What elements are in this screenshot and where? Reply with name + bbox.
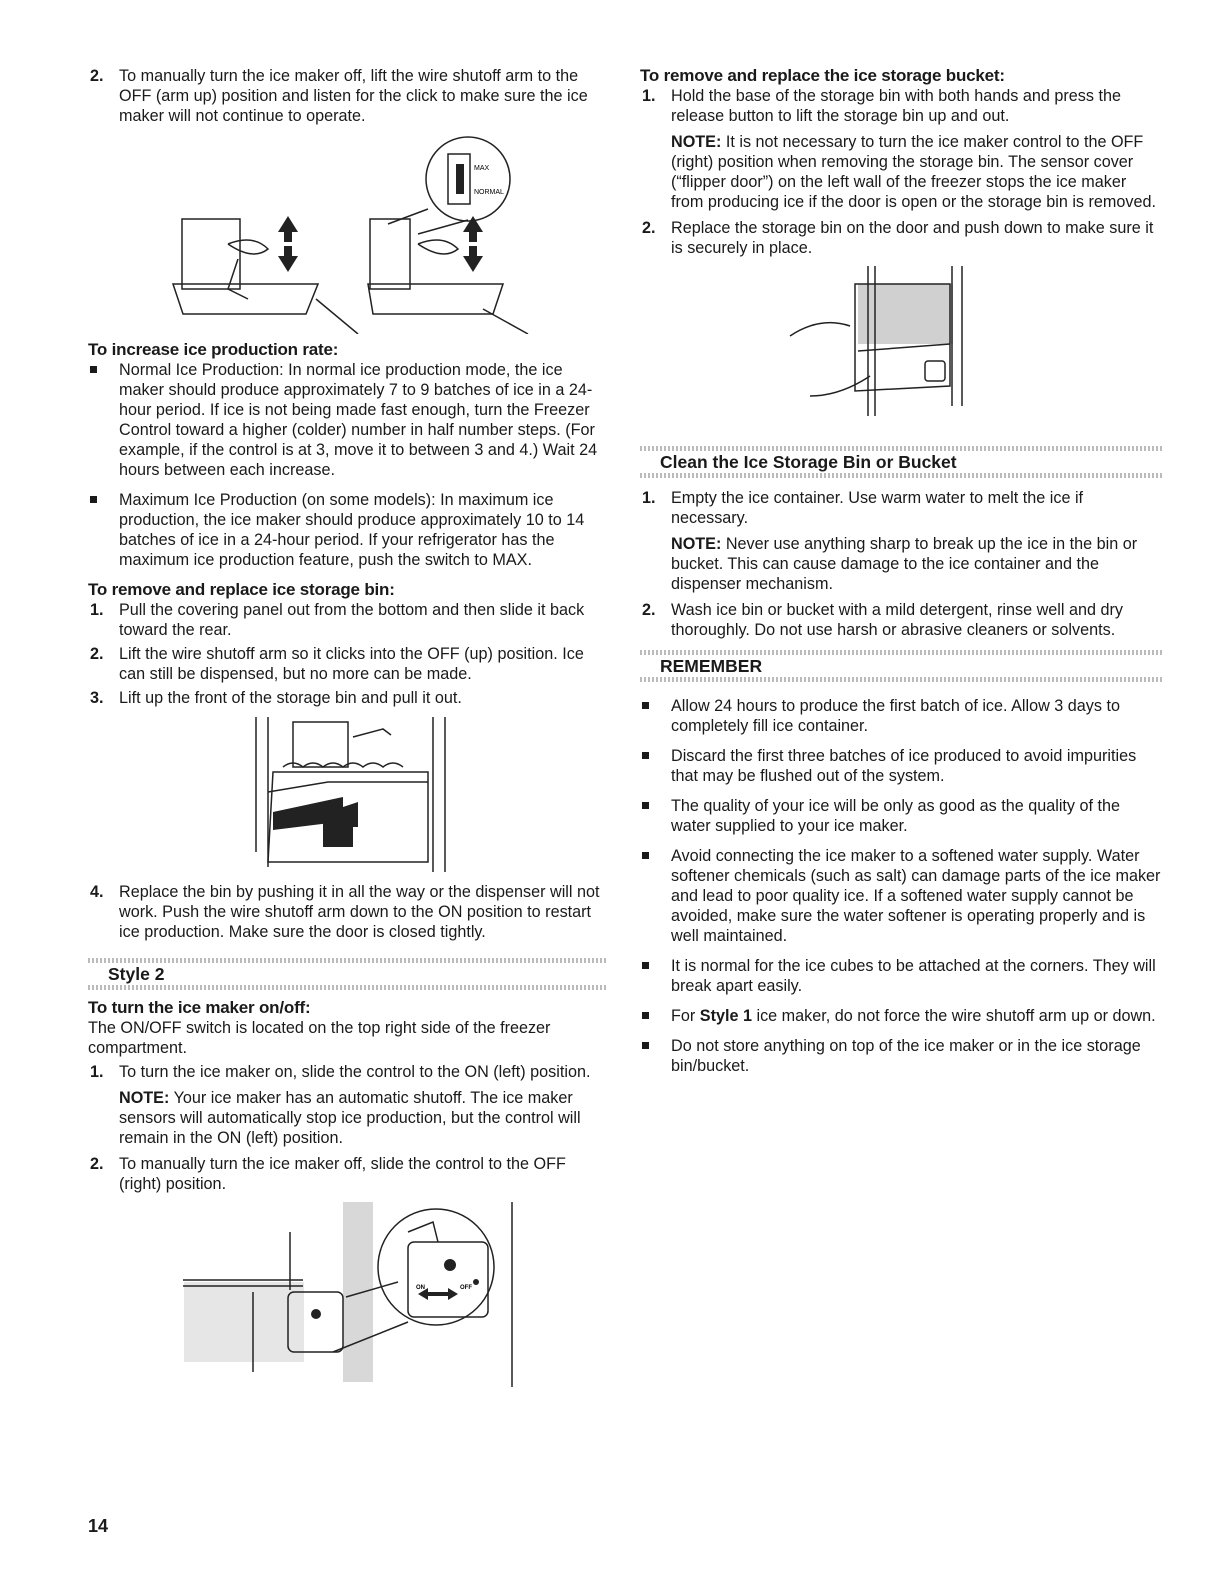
bullet-icon [642, 1012, 649, 1019]
step-text: Replace the bin by pushing it in all the way or the dispenser will not work. Push the wire shutoff arm down to the ON position to restart ice production. Make sure the door is closed tightly. [119, 883, 600, 941]
normal-label: NORMAL [474, 189, 504, 196]
remove-bin-heading: To remove and replace ice storage bin: [88, 580, 395, 599]
ice-maker-wire-arm-illustration [88, 134, 608, 334]
list-item [640, 218, 1162, 258]
list-item [640, 488, 1162, 594]
storage-bin-drawing [88, 712, 608, 872]
step-text: To turn the ice maker on, slide the control to the ON (left) position. [119, 1063, 591, 1081]
onoff-intro: The ON/OFF switch is located on the top right side of the freezer compartment. [88, 1019, 551, 1057]
up-down-arrow-icon [278, 216, 298, 272]
list-item [640, 796, 1162, 836]
bullet-icon [642, 802, 649, 809]
list-item [640, 86, 1162, 212]
list-item [640, 1036, 1162, 1076]
remember-list [640, 696, 1162, 1076]
list-item [88, 688, 608, 708]
note [119, 1088, 608, 1148]
step-text: To manually turn the ice maker off, slide the control to the OFF (right) position. [119, 1155, 566, 1193]
step-text: Lift the wire shutoff arm so it clicks into the OFF (up) position. Ice can still be dispensed, but no more can be made. [119, 645, 584, 683]
on-label: ON [416, 1285, 425, 1291]
remember-banner: REMEMBER [640, 650, 1162, 682]
right-column [640, 66, 1162, 1086]
note-label: NOTE: [119, 1089, 170, 1107]
note-label: NOTE: [671, 133, 722, 151]
step-number: 2. [90, 67, 104, 85]
wire-arm-drawing [88, 134, 608, 334]
list-item [88, 600, 608, 640]
step-number: 1. [642, 489, 656, 507]
list-item [88, 644, 608, 684]
step-number: 1. [90, 1063, 104, 1081]
onoff-switch-illustration [88, 1202, 608, 1387]
bullet-icon [642, 962, 649, 969]
storage-bin-removal-illustration [88, 712, 608, 872]
bullet-text: Discard the first three batches of ice produced to avoid impurities that may be flushed out of the system. [671, 747, 1137, 785]
off-label: OFF [460, 1285, 472, 1291]
bucket-heading: To remove and replace the ice storage bucket: [640, 66, 1005, 85]
bullet-text-bold: Style 1 [699, 1007, 752, 1025]
bullet-icon [90, 496, 97, 503]
left-column [88, 66, 608, 1387]
page-number: 14 [88, 1516, 109, 1536]
switch-drawing [88, 1202, 608, 1387]
bullet-text: Maximum Ice Production (on some models): In maximum ice production, the ice maker should produce approximately 10 to 14 batches of ice in a 24-hour period. If your refrigerator has the maximum ice production feature, push the switch to MAX. [119, 491, 585, 569]
style2-banner: Style 2 [88, 958, 608, 990]
step-number: 1. [90, 601, 104, 619]
step-text: To manually turn the ice maker off, lift the wire shutoff arm to the OFF (arm up) position and listen for the click to make sure the ice maker will not continue to operate. [119, 67, 588, 125]
list-item [88, 882, 608, 942]
list-item [640, 696, 1162, 736]
step-number: 2. [90, 645, 104, 663]
bullet-text: Do not store anything on top of the ice maker or in the ice storage bin/bucket. [671, 1037, 1141, 1075]
ice-bucket-illustration [640, 266, 1162, 438]
bullet-text: Avoid connecting the ice maker to a softened water supply. Water softener chemicals (such as salt) can damage parts of the ice maker and lead to poor quality ice. If a softened water supply cannot be avoided, make sure the water softener is operating properly and is well maintained. [671, 847, 1161, 945]
bullet-icon [642, 852, 649, 859]
note-text: Your ice maker has an automatic shutoff. The ice maker sensors will automatically stop ice production, but the control will remain in the ON (left) position. [119, 1089, 581, 1147]
step-number: 2. [90, 1155, 104, 1173]
bullet-text: The quality of your ice will be only as good as the quality of the water supplied to your ice maker. [671, 797, 1121, 835]
step-text: Pull the covering panel out from the bottom and then slide it back toward the rear. [119, 601, 585, 639]
bullet-icon [642, 702, 649, 709]
increase-heading: To increase ice production rate: [88, 340, 339, 359]
note [671, 132, 1162, 212]
step-text: Hold the base of the storage bin with both hands and press the release button to lift the storage bin up and out. [671, 87, 1121, 125]
note-text: It is not necessary to turn the ice maker control to the OFF (right) position when removing the storage bin. The sensor cover (“flipper door”) on the left wall of the freezer stops the ice maker from producing ice if the door is open or the storage bin is removed. [671, 133, 1156, 211]
bullet-icon [642, 1042, 649, 1049]
note [671, 534, 1162, 594]
bullet-text: Allow 24 hours to produce the first batch of ice. Allow 3 days to completely fill ice container. [671, 697, 1120, 735]
step-text: Wash ice bin or bucket with a mild detergent, rinse well and dry thoroughly. Do not use harsh or abrasive cleaners or solvents. [671, 601, 1123, 639]
clean-bin-banner: Clean the Ice Storage Bin or Bucket [640, 446, 1162, 478]
list-item [88, 360, 608, 480]
bullet-text: It is normal for the ice cubes to be attached at the corners. They will break apart easily. [671, 957, 1156, 995]
note-text: Never use anything sharp to break up the ice in the bin or bucket. This can cause damage to the ice container and the dispenser mechanism. [671, 535, 1138, 593]
list-item [88, 1154, 608, 1194]
bullet-icon [642, 752, 649, 759]
list-item [88, 490, 608, 570]
bullet-text-post: ice maker, do not force the wire shutoff arm up or down. [751, 1007, 1156, 1025]
list-item [640, 1006, 1162, 1026]
max-label: MAX [474, 165, 490, 172]
ice-bucket-drawing [640, 266, 1162, 438]
step-number: 3. [90, 689, 104, 707]
step-number: 1. [642, 87, 656, 105]
step-number: 2. [642, 601, 656, 619]
list-item [640, 846, 1162, 946]
bullet-icon [90, 366, 97, 373]
note-label: NOTE: [671, 535, 722, 553]
onoff-heading: To turn the ice maker on/off: [88, 998, 311, 1017]
intro-step [88, 66, 608, 126]
list-item [88, 1062, 608, 1148]
step-text: Empty the ice container. Use warm water to melt the ice if necessary. [671, 489, 1084, 527]
step-text: Replace the storage bin on the door and push down to make sure it is securely in place. [671, 219, 1154, 257]
step-number: 4. [90, 883, 104, 901]
bullet-text: Normal Ice Production: In normal ice production mode, the ice maker should produce approximately 7 to 9 batches of ice in a 24-hour period. If ice is not being made fast enough, turn the Freezer Control toward a higher (colder) number in half number steps. (For example, if the control is at 3, move it to between 3 and 4.) Wait 24 hours between each increase. [119, 361, 598, 479]
bullet-text-pre: For [671, 1007, 700, 1025]
step-number: 2. [642, 219, 656, 237]
step-text: Lift up the front of the storage bin and pull it out. [119, 689, 462, 707]
up-down-arrow-icon-2 [463, 216, 483, 272]
list-item [640, 600, 1162, 640]
list-item [640, 956, 1162, 996]
list-item [640, 746, 1162, 786]
